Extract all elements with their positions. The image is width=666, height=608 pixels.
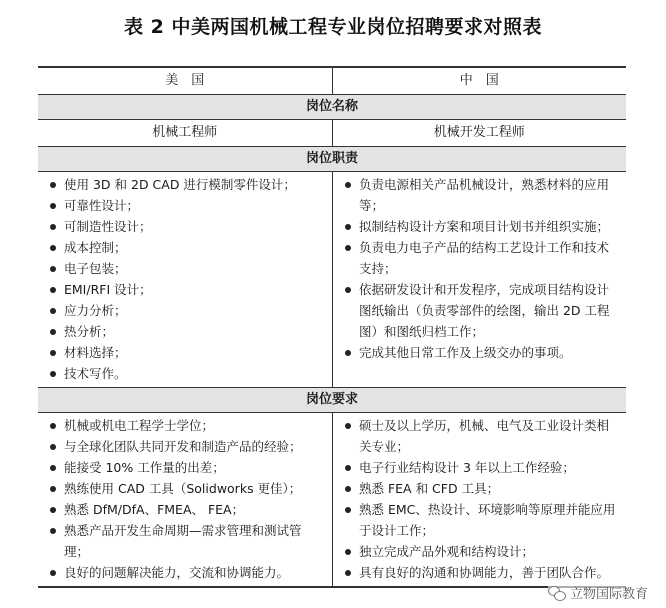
list-item: 技术写作。 — [46, 363, 324, 384]
watermark-text: 立物国际教育 — [569, 587, 648, 602]
list-item: 电子包装； — [46, 258, 324, 279]
list-item: 使用 3D 和 2D CAD 进行模制零件设计； — [46, 174, 324, 195]
list-item: 熟悉 EMC、热设计、环境影响等原理并能应用于设计工作； — [341, 499, 618, 541]
duties-usa-column — [38, 172, 332, 387]
column-header-usa: 美 国 — [165, 73, 205, 88]
list-item: 熟悉产品开发生命周期—需求管理和测试管理； — [46, 520, 324, 562]
list-item: 可制造性设计； — [46, 216, 324, 237]
list-item: 与全球化团队共同开发和制造产品的经验； — [46, 436, 324, 457]
section-heading-requirements: 岗位要求 — [38, 388, 626, 413]
position-name-china: 机械开发工程师 — [332, 120, 627, 146]
table-title: 表 2 中美两国机械工程专业岗位招聘要求对照表 — [124, 16, 542, 38]
list-item: 机械或机电工程学士学位； — [46, 415, 324, 436]
list-item: 熟练使用 CAD 工具（Solidworks 更佳）； — [46, 478, 324, 499]
list-item: 拟制结构设计方案和项目计划书并组织实施； — [341, 216, 618, 237]
position-name-row — [38, 120, 626, 147]
section-heading-position-name: 岗位名称 — [38, 95, 626, 120]
list-item: 硕士及以上学历，机械、电气及工业设计类相关专业； — [341, 415, 618, 457]
position-name-usa: 机械工程师 — [152, 125, 218, 140]
list-item: 熟悉 DfM/DfA、FMEA、 FEA； — [46, 499, 324, 520]
list-item: 负责电力电子产品的结构工艺设计工作和技术支持； — [341, 237, 618, 279]
list-item: 负责电源相关产品机械设计，熟悉材料的应用等； — [341, 174, 618, 216]
list-item: 依据研发设计和开发程序，完成项目结构设计图纸输出（负责零部件的绘图，输出 2D 工程图）和图纸归档工作； — [341, 279, 618, 342]
wechat-icon — [548, 585, 566, 601]
watermark — [548, 583, 648, 602]
country-header-row — [38, 68, 626, 95]
requirements-china-column — [332, 413, 626, 586]
list-item: 热分析； — [46, 321, 324, 342]
list-item: 独立完成产品外观和结构设计； — [341, 541, 618, 562]
list-item: 应力分析； — [46, 300, 324, 321]
duties-usa-list — [46, 174, 324, 384]
requirements-row — [38, 413, 626, 588]
comparison-table — [38, 66, 626, 588]
list-item: 熟悉 FEA 和 CFD 工具； — [341, 478, 618, 499]
list-item: EMI/RFI 设计； — [46, 279, 324, 300]
duties-china-column — [332, 172, 626, 387]
list-item: 材料选择； — [46, 342, 324, 363]
list-item: 可靠性设计； — [46, 195, 324, 216]
list-item: 成本控制； — [46, 237, 324, 258]
list-item: 具有良好的沟通和协调能力，善于团队合作。 — [341, 562, 618, 583]
duties-china-list — [341, 174, 618, 363]
list-item: 能接受 10% 工作量的出差； — [46, 457, 324, 478]
list-item: 完成其他日常工作及上级交办的事项。 — [341, 342, 618, 363]
requirements-china-list — [341, 415, 618, 583]
section-heading-duties: 岗位职责 — [38, 147, 626, 172]
duties-row — [38, 172, 626, 388]
requirements-usa-column — [38, 413, 332, 586]
list-item: 良好的问题解决能力，交流和协调能力。 — [46, 562, 324, 583]
requirements-usa-list — [46, 415, 324, 583]
list-item: 电子行业结构设计 3 年以上工作经验； — [341, 457, 618, 478]
column-header-china: 中 国 — [332, 68, 627, 94]
